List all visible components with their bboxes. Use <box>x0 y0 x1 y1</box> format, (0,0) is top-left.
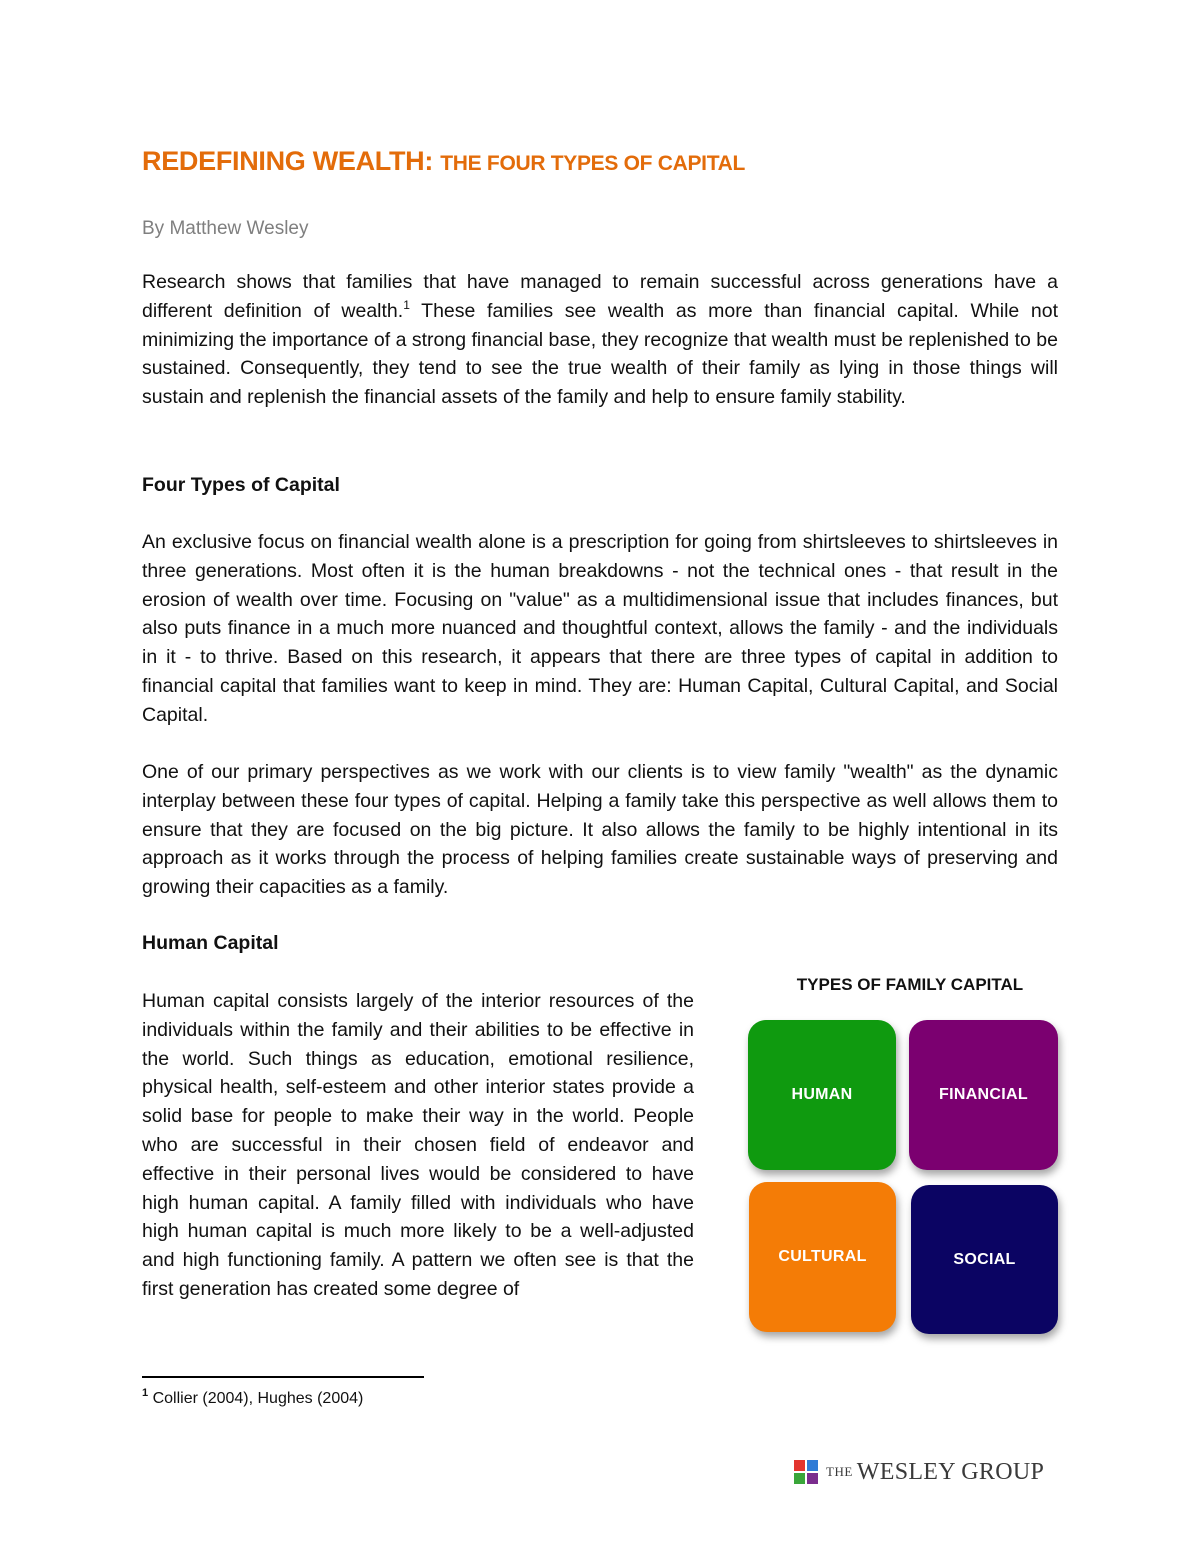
logo-wesley-group: WESLEY GROUP <box>856 1458 1045 1485</box>
tile-financial <box>909 1020 1058 1170</box>
footnote-number: 1 <box>142 1387 149 1399</box>
document-title <box>142 146 745 177</box>
title-subtitle: THE FOUR TYPES OF CAPITAL <box>440 152 746 175</box>
logo-the: THE <box>826 1464 853 1479</box>
human-capital-paragraph: Human capital consists largely of the interior resources of the individuals within the family and their abilities to be effective in the world. Such things as education, emotional resilience, physical health, self-esteem and other interior states provide a solid base for people to make their way in the world. People who are successful in their chosen field of endeavor and effective in their personal lives would be considered to have high human capital. A family filled with individuals who have high human capital is much more likely to be a well-adjusted and high functioning family. A pattern we often see is that the first generation has created some degree of <box>142 990 694 1300</box>
footnote <box>142 1387 364 1408</box>
tile-human-label: HUMAN <box>791 1086 853 1103</box>
logo-squares-icon <box>794 1460 818 1484</box>
tile-cultural-label: CULTURAL <box>778 1248 867 1265</box>
four-types-paragraph-2: One of our primary perspectives as we work with our clients is to view family "wealth" as the dynamic interplay between these four types of capital. Helping a family take this perspective as well allows them to ensure that they are focused on the big picture. It also allows the family to be highly intentional in its approach as it works through the process of helping families create sustainable ways of preserving and growing their capacities as a family. <box>142 761 1058 899</box>
figure-title: TYPES OF FAMILY CAPITAL <box>796 975 1024 994</box>
wesley-group-logo <box>794 1457 1044 1487</box>
intro-paragraph <box>142 268 1058 412</box>
footnote-separator <box>142 1376 424 1378</box>
tile-financial-label: FINANCIAL <box>939 1086 1028 1103</box>
intro-text-end: These families see wealth as more than financial capital. While not minimizing the importance of a strong financial base, they recognize that wealth must be replenished to be sustained. Consequently, they tend to see the true wealth of their family as lying in those things will sustain and replenish the financial assets of the family and help to ensure family stability. <box>142 299 1059 409</box>
tile-social-label: SOCIAL <box>953 1250 1016 1268</box>
heading-four-types: Four Types of Capital <box>142 474 340 496</box>
intro-text-start: Research shows that families that have managed to remain successful across generations have a different definition of wealth. <box>142 271 1058 322</box>
four-types-paragraph-1: An exclusive focus on financial wealth alone is a prescription for going from shirtsleeves to shirtsleeves in three generations. Most often it is the human breakdowns - not the technical ones - that result in the erosion of wealth over time. Focusing on "value" as a multidimensional issue that includes finances, but also puts finance in a much more nuanced and thoughtful context, allows the family - and the individuals in it - to thrive. Based on this research, it appears that there are three types of capital in addition to financial capital that families want to keep in mind. They are: Human Capital, Cultural Capital, and Social Capital. <box>142 531 1058 726</box>
tile-human <box>748 1020 896 1170</box>
heading-human-capital: Human Capital <box>142 932 279 954</box>
title-main: REDEFINING WEALTH: <box>142 146 434 176</box>
tile-cultural <box>749 1182 896 1332</box>
footnote-text: Collier (2004), Hughes (2004) <box>148 1390 364 1407</box>
author-byline: By Matthew Wesley <box>142 218 309 239</box>
footnote-ref[interactable]: 1 <box>403 297 410 312</box>
tile-social <box>911 1185 1058 1334</box>
